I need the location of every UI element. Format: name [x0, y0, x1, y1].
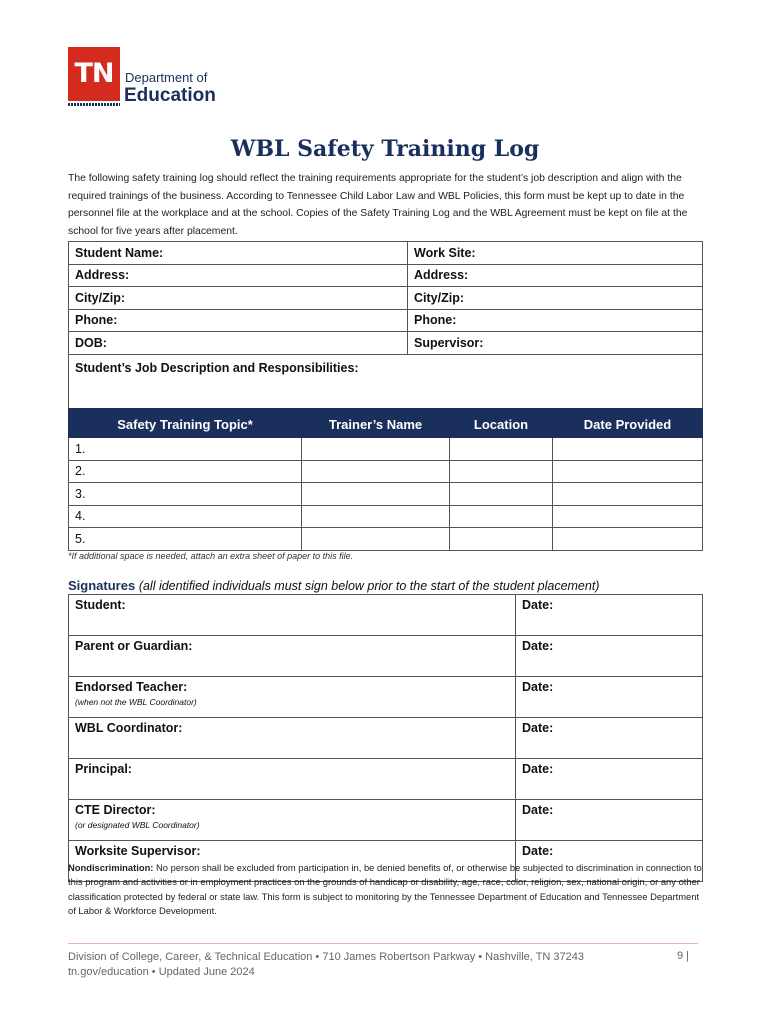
nondiscrimination-text: No person shall be excluded from participation in, be denied benefits of, or otherwise be subjected to discrimination in connection to this program and activities or in employment practices on the grounds of handicap or disability, age, race, color, religion, sex, national origin, or any other classification protected by federal or state law. This form is subject to monitoring by the Tennessee Department of Education and Tennessee Department of Labor & Workforce Development. — [68, 862, 702, 916]
header-trainer-name: Trainer’s Name — [302, 410, 450, 438]
signature-teacher-field[interactable] — [69, 677, 516, 718]
student-city-zip-field[interactable]: City/Zip: — [69, 287, 408, 310]
footer-divider — [68, 943, 698, 944]
safety-training-table — [68, 408, 703, 551]
signature-date-field[interactable]: Date: — [516, 841, 703, 882]
table-row — [69, 438, 703, 461]
topic-cell[interactable]: 2. — [69, 460, 302, 483]
signature-date-field[interactable]: Date: — [516, 595, 703, 636]
signature-label: Worksite Supervisor: — [75, 844, 201, 858]
footer-website: tn.gov/education • Updated June 2024 — [68, 966, 255, 978]
topic-cell[interactable]: 3. — [69, 483, 302, 506]
signature-label: Parent or Guardian: — [75, 639, 193, 653]
signatures-title: Signatures — [68, 578, 136, 593]
job-description-field[interactable]: Student’s Job Description and Responsibilities: — [69, 354, 703, 409]
location-cell[interactable] — [450, 528, 553, 551]
signature-wbl-coordinator-field[interactable] — [69, 718, 516, 759]
work-city-zip-field[interactable]: City/Zip: — [408, 287, 703, 310]
signature-date-field[interactable]: Date: — [516, 800, 703, 841]
signature-row — [69, 759, 703, 800]
date-cell[interactable] — [553, 438, 703, 461]
topic-cell[interactable]: 1. — [69, 438, 302, 461]
location-cell[interactable] — [450, 438, 553, 461]
signatures-table — [68, 594, 703, 882]
date-cell[interactable] — [553, 528, 703, 551]
table-row — [69, 483, 703, 506]
signature-principal-field[interactable] — [69, 759, 516, 800]
signature-row — [69, 636, 703, 677]
student-phone-field[interactable]: Phone: — [69, 309, 408, 332]
signature-sublabel: (when not the WBL Coordinator) — [75, 697, 197, 707]
nondiscrimination-label: Nondiscrimination: — [68, 862, 154, 873]
student-address-field[interactable]: Address: — [69, 264, 408, 287]
topic-cell[interactable]: 5. — [69, 528, 302, 551]
signature-sublabel: (or designated WBL Coordinator) — [75, 820, 200, 830]
signature-parent-field[interactable] — [69, 636, 516, 677]
signature-student-field[interactable] — [69, 595, 516, 636]
work-phone-field[interactable]: Phone: — [408, 309, 703, 332]
extra-space-note: *If additional space is needed, attach an extra sheet of paper to this file. — [68, 551, 354, 561]
signature-row — [69, 800, 703, 841]
trainer-cell[interactable] — [302, 460, 450, 483]
signature-label: CTE Director: — [75, 803, 156, 817]
trainer-cell[interactable] — [302, 528, 450, 551]
signature-row — [69, 595, 703, 636]
student-info-table — [68, 241, 703, 410]
location-cell[interactable] — [450, 483, 553, 506]
date-cell[interactable] — [553, 460, 703, 483]
footer — [68, 950, 584, 980]
signature-cte-director-field[interactable] — [69, 800, 516, 841]
student-name-field[interactable]: Student Name: — [69, 242, 408, 265]
signature-date-field[interactable]: Date: — [516, 677, 703, 718]
location-cell[interactable] — [450, 460, 553, 483]
date-cell[interactable] — [553, 505, 703, 528]
tn-logo-mark: TN — [68, 47, 120, 101]
page-title: WBL Safety Training Log — [230, 136, 540, 162]
work-site-field[interactable]: Work Site: — [408, 242, 703, 265]
trainer-cell[interactable] — [302, 438, 450, 461]
table-row — [69, 460, 703, 483]
work-address-field[interactable]: Address: — [408, 264, 703, 287]
header-safety-topic: Safety Training Topic* — [69, 410, 302, 438]
signature-label: Student: — [75, 598, 126, 612]
signature-row — [69, 718, 703, 759]
table-row — [69, 528, 703, 551]
page-number: 9 | — [677, 950, 690, 962]
signature-date-field[interactable]: Date: — [516, 718, 703, 759]
intro-paragraph: The following safety training log should reflect the training requirements appropriate for the student’s job description and align with the required trainings of the business. According to Tennessee Child Labor Law and WBL Policies, this form must be kept up to date in the personnel file at the workplace and at the school. Copies of the Safety Training Log and the WBL Agreement must be kept on file at the school for five years after placement. — [68, 173, 688, 237]
trainer-cell[interactable] — [302, 483, 450, 506]
logo-stripe — [68, 103, 120, 106]
signatures-note: (all identified individuals must sign below prior to the start of the student placement) — [138, 579, 600, 593]
signature-label: Endorsed Teacher: — [75, 680, 188, 694]
signature-label: WBL Coordinator: — [75, 721, 183, 735]
signature-row — [69, 677, 703, 718]
nondiscrimination-statement — [68, 861, 708, 918]
student-dob-field[interactable]: DOB: — [69, 332, 408, 355]
topic-cell[interactable]: 4. — [69, 505, 302, 528]
header-date-provided: Date Provided — [553, 410, 703, 438]
header-location: Location — [450, 410, 553, 438]
location-cell[interactable] — [450, 505, 553, 528]
trainer-cell[interactable] — [302, 505, 450, 528]
tn-education-logo — [68, 47, 228, 107]
footer-address: Division of College, Career, & Technical Education • 710 James Robertson Parkway • Nashville, TN 37243 — [68, 951, 585, 963]
signature-date-field[interactable]: Date: — [516, 759, 703, 800]
date-cell[interactable] — [553, 483, 703, 506]
signature-date-field[interactable]: Date: — [516, 636, 703, 677]
signature-label: Principal: — [75, 762, 132, 776]
table-row — [69, 505, 703, 528]
logo-department-text: Department of — [125, 70, 208, 85]
supervisor-field[interactable]: Supervisor: — [408, 332, 703, 355]
logo-education-text: Education — [124, 85, 216, 106]
signatures-heading — [68, 578, 599, 593]
